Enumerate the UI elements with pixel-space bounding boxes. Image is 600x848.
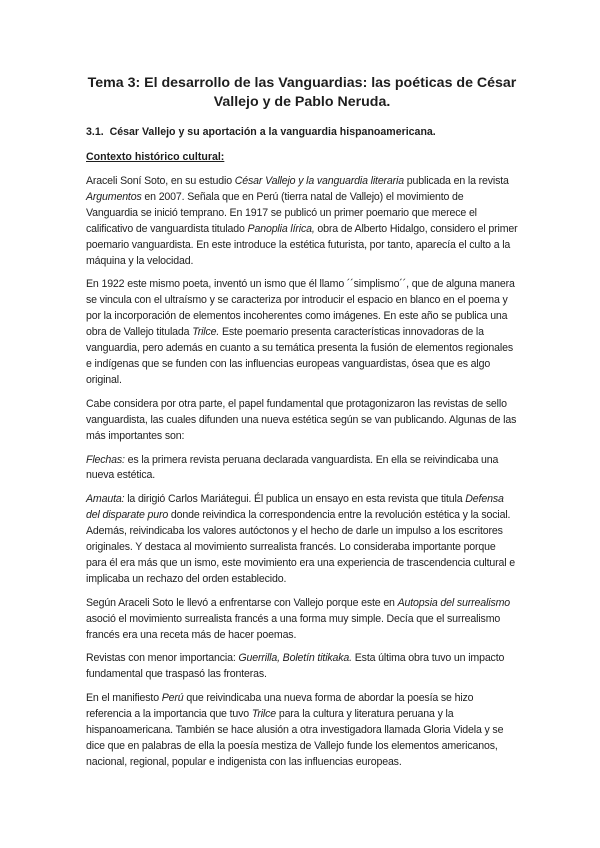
p1-text-c: publicada en la revista <box>404 175 509 187</box>
p4-text-a: Flechas: <box>86 453 125 466</box>
p1-text-d: Argumentos <box>86 190 142 203</box>
p1-text-e: en 2007. Señala que en Perú (tierra natal de Vallejo) el movimiento de Vanguardia se inició temprano. En 1917 se publicó un primer poemario que merece el calificativo de vanguardista titulado <box>86 190 477 235</box>
section-title: César Vallejo y su aportación a la vanguardia hispanoamericana. <box>109 126 436 138</box>
p5-text-a: Amauta: <box>86 493 125 506</box>
paragraph-5 <box>86 492 518 587</box>
section-heading <box>86 125 518 139</box>
p6-text-b: Autopsia del surrealismo <box>397 596 511 609</box>
p7-text-a: Revistas con menor importancia: <box>86 652 239 665</box>
p1-text-b: César Vallejo y la vanguardia literaria <box>234 175 404 187</box>
p2-text-b: Trilce. <box>192 326 220 339</box>
page-title: Tema 3: El desarrollo de las Vanguardias: las poéticas de César Vallejo y de Pablo Neruda. <box>87 75 517 110</box>
p8-text-c: que reivindicaba una nueva forma de abordar la poesía se hizo referencia a la importancia que tuvo <box>86 692 474 721</box>
paragraph-8 <box>86 691 518 771</box>
p5-text-d: donde reivindica la correspondencia entre la revolución estética y la social. Además, reivindicaba los valores autóctonos y el hecho de darle un impulso a los escritores originales. Y destaca al movimiento surrealista francés. Lo consideraba importante porque para él era más que un ismo, este movimiento era una experiencia de trascendencia cultural e implicaba un rechazo del orden establecido. <box>86 509 516 585</box>
context-heading: Contexto histórico cultural: <box>86 151 225 163</box>
p8-text-b: Perú <box>161 692 184 705</box>
p8-text-e: para la cultura y literatura peruana y la hispanoamericana. También se hace alusión a otra investigadora llamada Gloria Videla y se dice que en palabras de ella la poesía mestiza de Vallejo funde los elementos americanos, nacional, regional, popular e indigenista con las influencias europeas. <box>86 708 504 768</box>
p5-text-c: Defensa del disparate puro <box>86 493 504 522</box>
p1-text-a: Araceli Soní Soto, en su estudio <box>86 175 235 187</box>
p1-text-g: obra de Alberto Hidalgo, considero el primer poemario vanguardista. En este introduce la estética futurista, por tanto, aparecía el culto a la máquina y la velocidad. <box>86 222 518 267</box>
p2-text-a: En 1922 este mismo poeta, inventó un ismo que él llamo ´´simplismo´´, que de alguna manera se vincula con el ultraísmo y se caracteriza por introducir el espacio en blanco en el poema y por la incorporación de elementos incoherentes como imágenes. En este año se publica una obra de Vallejo titulada <box>86 278 515 339</box>
p6-text-a: Según Araceli Soto le llevó a enfrentarse con Vallejo porque este en <box>86 596 398 609</box>
p4-text-b: es la primera revista peruana declarada vanguardista. En ella se reivindicaba una nueva estética. <box>86 453 499 482</box>
p8-text-a: En el manifiesto <box>86 692 162 705</box>
p6-text-c: asoció el movimiento surrealista francés a una forma muy simple. Decía que el surrealismo francés era una receta más de hacer poemas. <box>86 612 501 641</box>
p1-text-f: Panoplia lírica, <box>247 222 315 235</box>
paragraph-2 <box>86 277 518 388</box>
p8-text-d: Trilce <box>251 708 277 721</box>
p2-text-c: Este poemario presenta características innovadoras de la vanguardia, pero además en cuanto a su temática presenta la fusión de elementos regionales e indígenas que se funden con las influencias europeas vanguardistas, ósea que es algo original. <box>86 326 514 386</box>
paragraph-7 <box>86 651 518 683</box>
p7-text-c: Esta última obra tuvo un impacto fundamental que traspasó las fronteras. <box>86 652 505 681</box>
p7-text-b: Guerrilla, Boletín titikaka. <box>238 652 352 665</box>
paragraph-1 <box>86 174 518 269</box>
paragraph-6 <box>86 596 518 644</box>
section-number: 3.1. <box>86 126 104 138</box>
p5-text-b: la dirigió Carlos Mariátegui. Él publica un ensayo en esta revista que titula <box>124 493 466 506</box>
paragraph-3: Cabe considera por otra parte, el papel fundamental que protagonizaron las revistas de sello vanguardista, las cuales difunden una nueva estética según se van publicando. Algunas de las más importantes son: <box>86 397 517 442</box>
paragraph-4 <box>86 453 518 485</box>
